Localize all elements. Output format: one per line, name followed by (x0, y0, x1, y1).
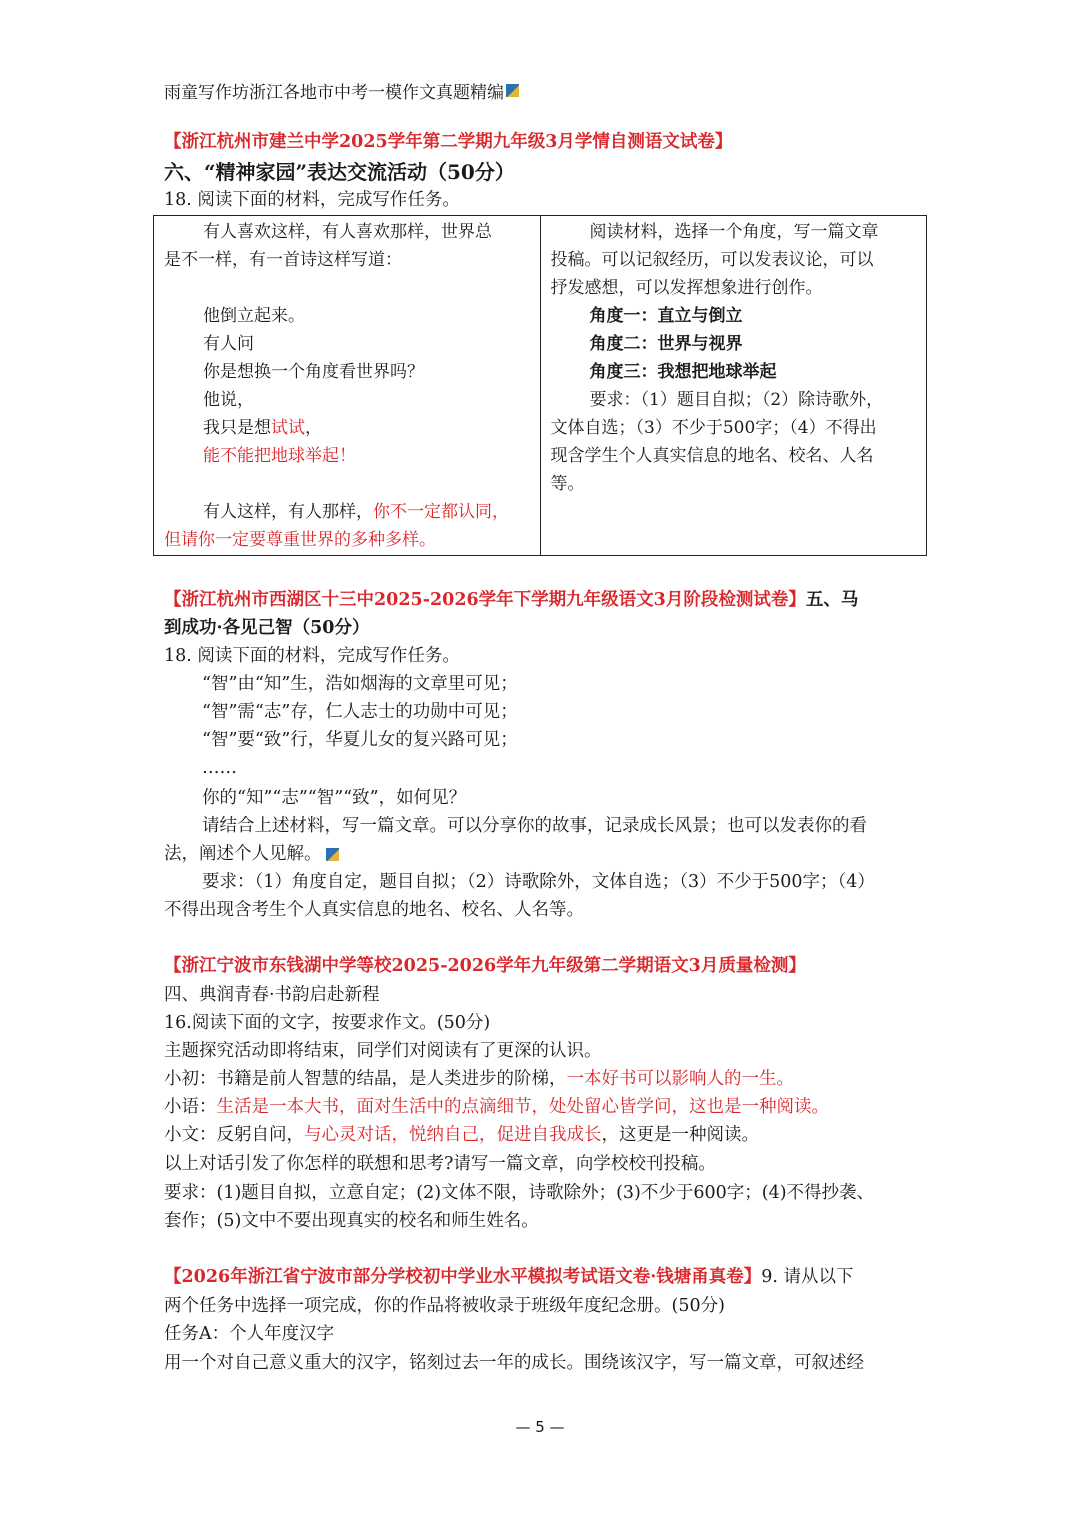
right-line-1: 阅读材料，选择一个角度，写一篇文章 (589, 222, 879, 242)
section2-material-3: “智”要“致”行，华夏儿女的复兴路可见； (202, 730, 518, 750)
section4-question-start: 9. 请从以下 (761, 1267, 854, 1287)
section4-line-4: 用一个对自己意义重大的汉字，铭刻过去一年的成长。围绕该汉字，写一篇文章，可叙述经 (164, 1353, 864, 1373)
dialog-2-highlight: 生活是一本大书，面对生活中的点滴细节，处处留心皆学问，这也是一种阅读。 (216, 1097, 829, 1117)
section1-source: 【浙江杭州市建兰中学2025学年第二学期九年级3月学情自测语文试卷】 (164, 132, 733, 152)
right-line-2: 投稿。可以记叙经历，可以发表议论，可以 (550, 250, 874, 270)
section4-line-2: 两个任务中选择一项完成，你的作品将被收录于班级年度纪念册。(50分) (164, 1296, 725, 1316)
ending-line-1 (203, 498, 509, 526)
right-line-3: 抒发感想，可以发挥想象进行创作。 (550, 278, 823, 298)
section2-material-2: “智”需“志”存，仁人志士的功勋中可见； (202, 702, 518, 722)
angle-2: 角度二：世界与视界 (589, 334, 743, 354)
section3-dialog-2 (164, 1093, 829, 1121)
section3-dialog-1 (164, 1065, 794, 1093)
left-line-1: 有人喜欢这样，有人喜欢那样，世界总 (203, 222, 492, 242)
section2-heading-start: 五、马 (805, 590, 859, 610)
logo-icon (506, 84, 519, 97)
poem-line-2: 有人问 (203, 334, 254, 354)
section2-material-5: 你的“知”“志”“智”“致”，如何见？ (202, 788, 467, 808)
section2-req-2: 不得出现含考生个人真实信息的地名、校名、人名等。 (164, 900, 584, 920)
inline-logo (326, 848, 339, 861)
page-header (164, 78, 519, 103)
dialog-3a: 小文：反躬自问， (164, 1125, 304, 1145)
left-line-2: 是不一样，有一首诗这样写道： (164, 250, 402, 270)
angle-1: 角度一：直立与倒立 (589, 306, 743, 326)
material-left-cell (154, 216, 540, 555)
section2-task-2: 法，阐述个人见解。 (164, 844, 322, 864)
section4-source-line (164, 1263, 854, 1291)
logo-icon (326, 848, 339, 861)
poem-line-5 (203, 414, 322, 442)
section1-question: 18. 阅读下面的材料，完成写作任务。 (164, 190, 460, 210)
section3-req-2: 套作；(5)文中不要出现真实的校名和师生姓名。 (164, 1211, 539, 1231)
section2-heading: 到成功·各见己智（50分） (164, 618, 370, 638)
dialog-1-highlight: 一本好书可以影响人的一生。 (566, 1069, 794, 1089)
angle-3: 角度三：我想把地球举起 (589, 362, 777, 382)
poem-line-1: 他倒立起来。 (203, 306, 305, 326)
material-table (153, 215, 927, 556)
section3-question: 16.阅读下面的文字，按要求作文。(50分) (164, 1013, 491, 1033)
req-line-1: 要求：（1）题目自拟；（2）除诗歌外， (589, 390, 884, 410)
dialog-3c: ，这更是一种阅读。 (601, 1125, 759, 1145)
section3-heading: 四、典润青春·书韵启赴新程 (164, 985, 380, 1005)
dialog-3-highlight: 与心灵对话，悦纳自己，促进自我成长 (304, 1125, 602, 1145)
section4-task-a: 任务A：个人年度汉字 (164, 1324, 335, 1344)
dialog-1a: 小初：书籍是前人智慧的结晶，是人类进步的阶梯， (164, 1069, 567, 1089)
section3-req-1: 要求：(1)题目自拟，立意自定；(2)文体不限，诗歌除外；(3)不少于600字；(4)不得抄袭、 (164, 1183, 875, 1203)
req-line-4: 等。 (550, 474, 585, 494)
poem-line-5-highlight: 试试 (271, 418, 305, 438)
poem-line-5c: ， (305, 418, 322, 438)
section4-source: 【2026年浙江省宁波市部分学校初中学业水平模拟考试语文卷·钱塘甬真卷】 (164, 1267, 762, 1287)
req-line-2: 文体自选；（3）不少于500字；（4）不得出 (550, 418, 877, 438)
page-number: — 5 — (515, 1418, 565, 1436)
poem-line-6: 能不能把地球举起！ (203, 446, 356, 466)
section2-material-4: …… (202, 758, 237, 778)
section2-source: 【浙江杭州市西湖区十三中2025-2026学年下学期九年级语文3月阶段检测试卷】 (164, 590, 806, 610)
section2-task-1: 请结合上述材料，写一篇文章。可以分享你的故事，记录成长风景；也可以发表你的看 (202, 816, 867, 836)
req-line-3: 现含学生个人真实信息的地名、校名、人名 (550, 446, 874, 466)
poem-line-5a: 我只是想 (203, 418, 271, 438)
ending-line-2: 但请你一定要尊重世界的多种多样。 (164, 530, 436, 550)
section3-dialog-3 (164, 1121, 759, 1149)
poem-line-3: 你是想换一个角度看世界吗？ (203, 362, 424, 382)
ending-line-1a: 有人这样，有人那样， (203, 502, 373, 522)
section2-task-2-line (164, 840, 339, 868)
header-title: 雨童写作坊浙江各地市中考一模作文真题精编 (164, 83, 504, 103)
section3-source: 【浙江宁波市东钱湖中学等校2025-2026学年九年级第二学期语文3月质量检测】 (164, 956, 806, 976)
section2-material-1: “智”由“知”生，浩如烟海的文章里可见； (202, 674, 518, 694)
section2-question: 18. 阅读下面的材料，完成写作任务。 (164, 646, 460, 666)
header-logo (506, 84, 519, 97)
ending-line-1-highlight: 你不一定都认同， (373, 502, 509, 522)
section3-intro: 主题探究活动即将结束，同学们对阅读有了更深的认识。 (164, 1041, 602, 1061)
material-right-cell (541, 216, 927, 555)
section2-source-line (164, 586, 858, 614)
dialog-2a: 小语： (164, 1097, 217, 1117)
section3-ask: 以上对话引发了你怎样的联想和思考?请写一篇文章，向学校校刊投稿。 (164, 1154, 716, 1174)
section1-heading: 六、“精神家园”表达交流活动（50分） (164, 160, 515, 184)
section2-req-1: 要求：（1）角度自定，题目自拟；（2）诗歌除外，文体自选；（3）不少于500字；（4） (202, 872, 875, 892)
poem-line-4: 他说， (203, 390, 254, 410)
